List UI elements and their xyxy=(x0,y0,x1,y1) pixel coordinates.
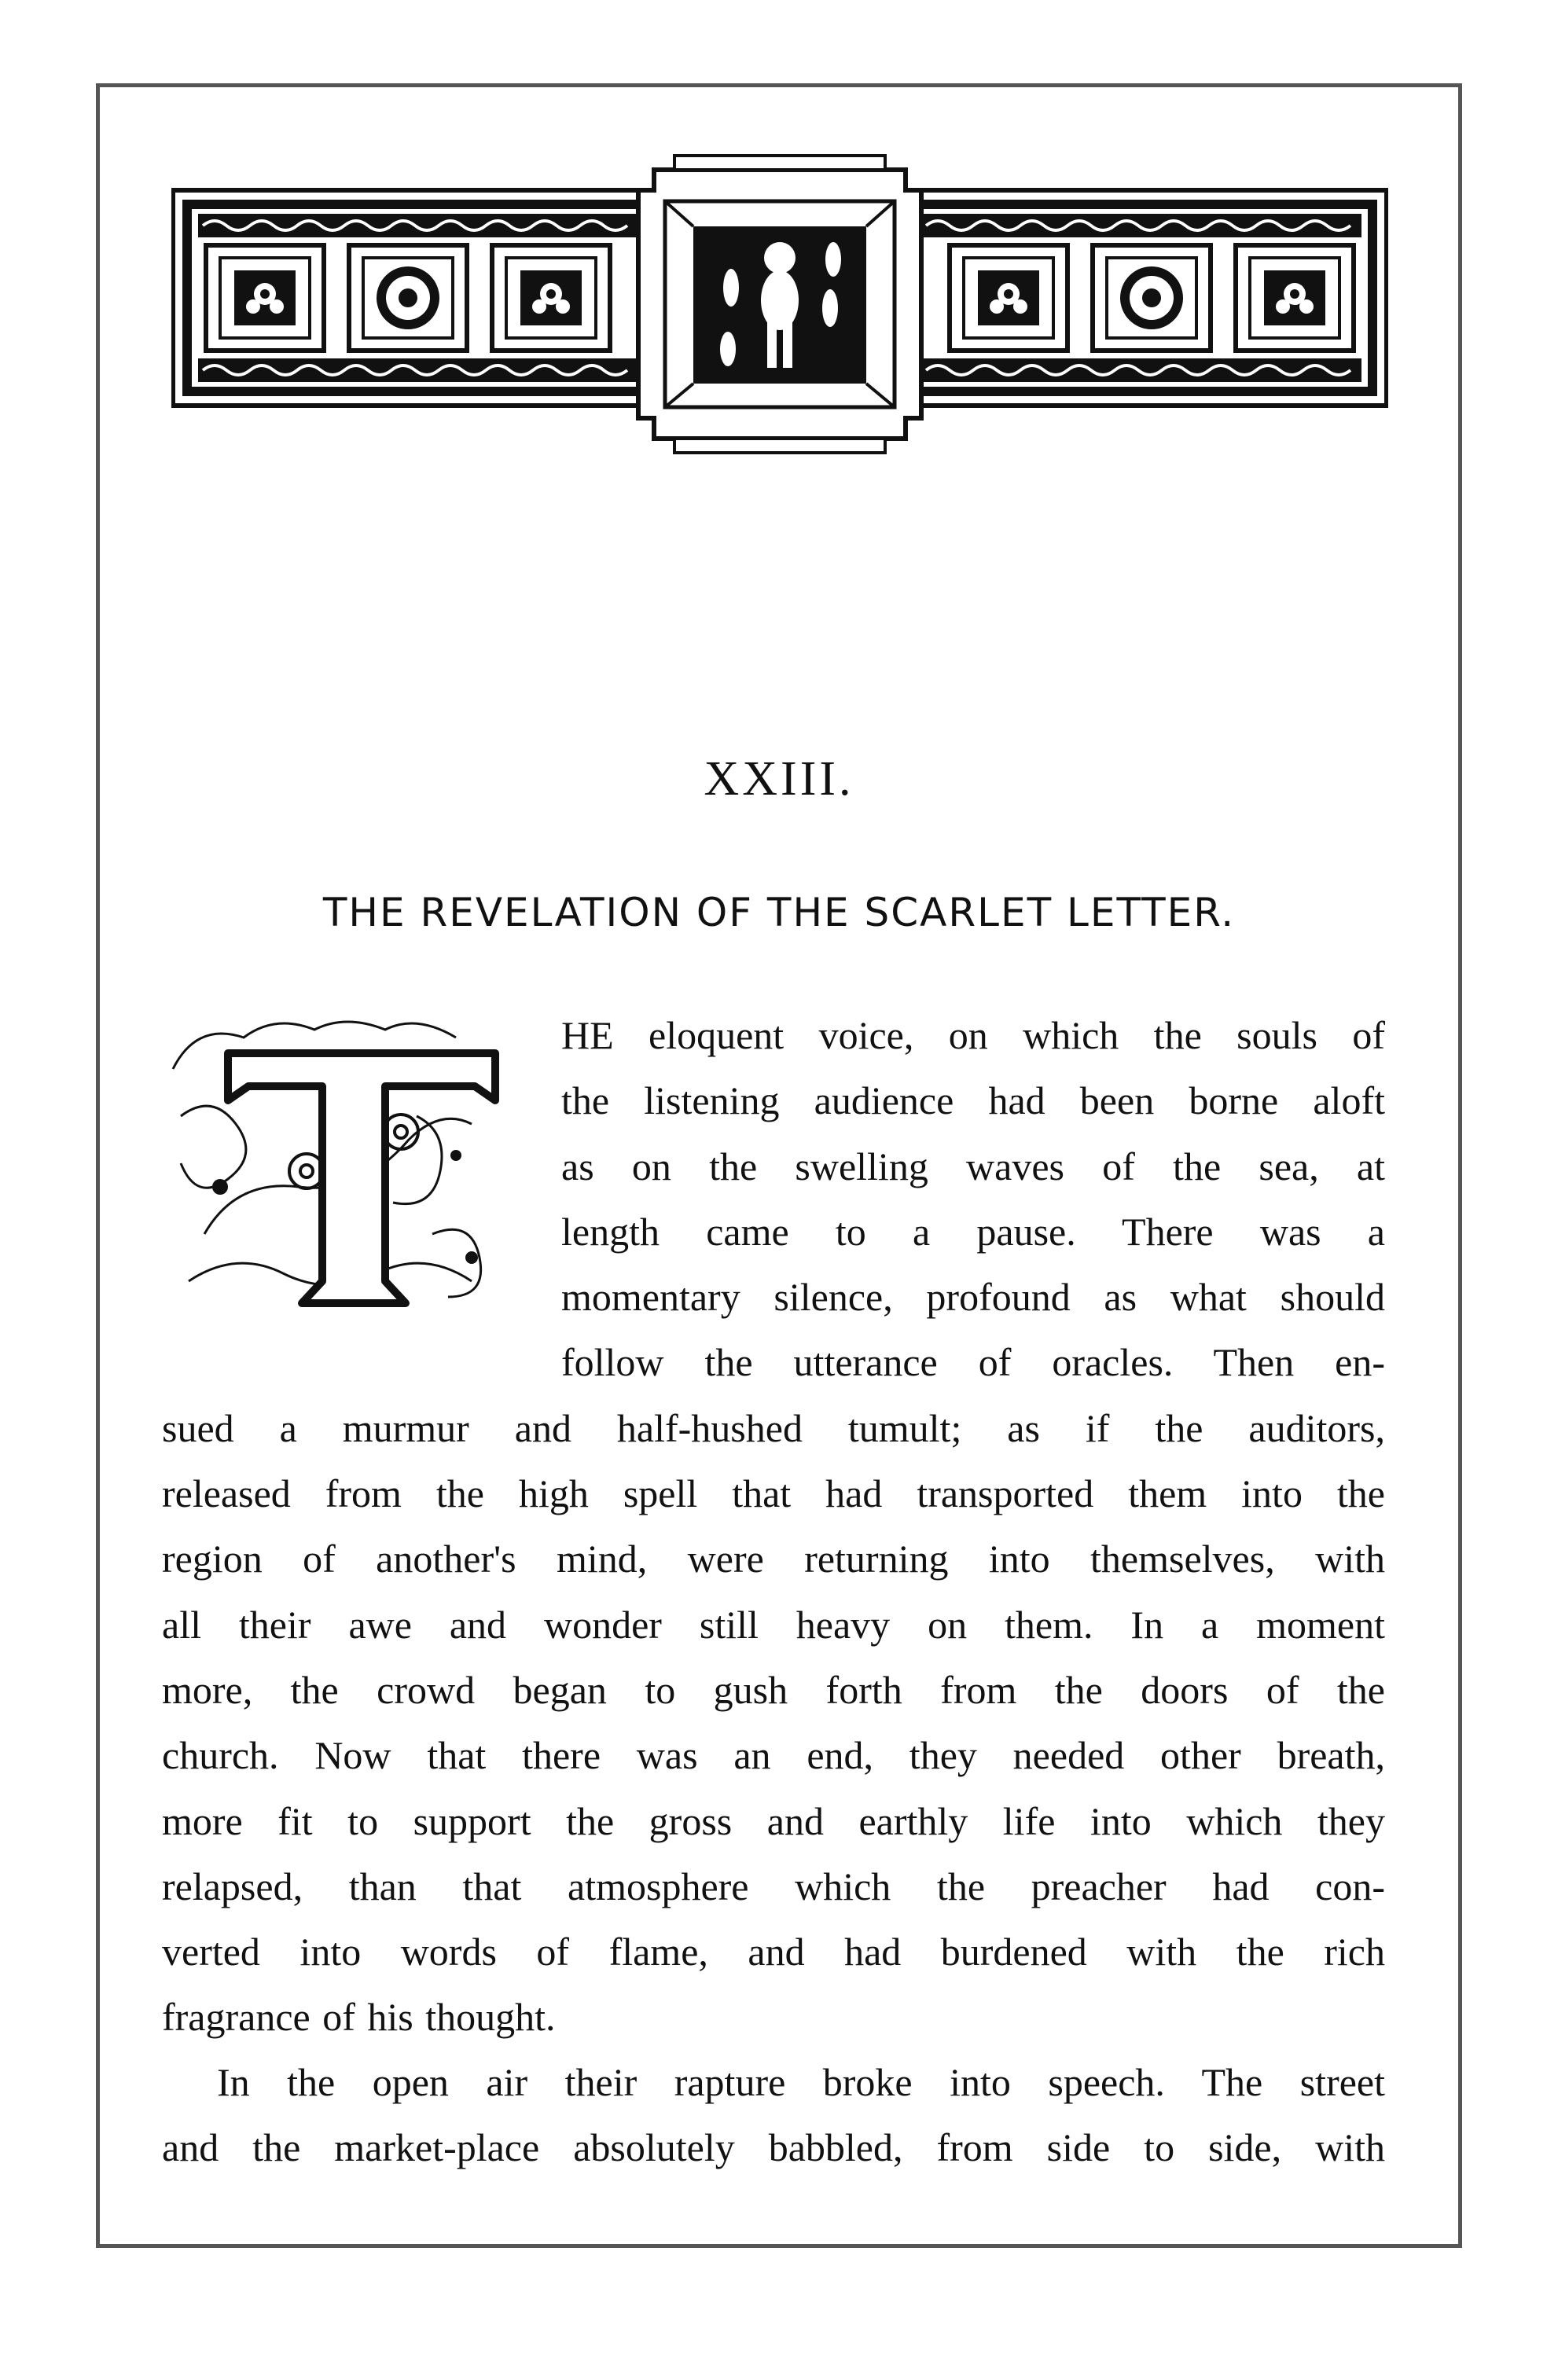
text-line: region of another's mind, were returning into themselves, with xyxy=(162,1537,1385,1581)
text-line: released from the high spell that had transported them into the xyxy=(162,1471,1385,1516)
text-line: and the market-place absolutely babbled, from side to side, with xyxy=(162,2125,1385,2170)
chapter-title: THE REVELATION OF THE SCARLET LETTER. xyxy=(322,890,1236,935)
text-line: more, the crowd began to gush forth from the doors of the xyxy=(162,1667,1385,1712)
text-line: In the open air their rapture broke into speech. The street xyxy=(217,2060,1385,2104)
text-line: relapsed, than that atmosphere which the preacher had con- xyxy=(162,1864,1385,1908)
header-ornament xyxy=(171,154,1388,454)
chapter-number: XXIII. xyxy=(704,752,854,806)
text-line: all their awe and wonder still heavy on them. In a moment xyxy=(162,1602,1385,1647)
text-line: church. Now that there was an end, they needed other breath, xyxy=(162,1733,1385,1778)
text-line: more fit to support the gross and earthly life into which they xyxy=(162,1798,1385,1843)
text-line: HE eloquent voice, on which the souls of xyxy=(561,1013,1385,1057)
text-line: the listening audience had been borne aloft xyxy=(561,1078,1385,1123)
paragraph-1 xyxy=(162,1003,1385,2051)
text-line: follow the utterance of oracles. Then en- xyxy=(561,1340,1385,1385)
text-line: fragrance of his thought. xyxy=(162,1995,556,2040)
text-line: length came to a pause. There was a xyxy=(561,1209,1385,1254)
text-line: as on the swelling waves of the sea, at xyxy=(561,1144,1385,1188)
paragraph-2 xyxy=(162,2050,1385,2181)
text-line: verted into words of flame, and had burdened with the rich xyxy=(162,1930,1385,1974)
text-line: sued a murmur and half-hushed tumult; as if the auditors, xyxy=(162,1405,1385,1450)
text-line: momentary silence, profound as what should xyxy=(561,1275,1385,1320)
